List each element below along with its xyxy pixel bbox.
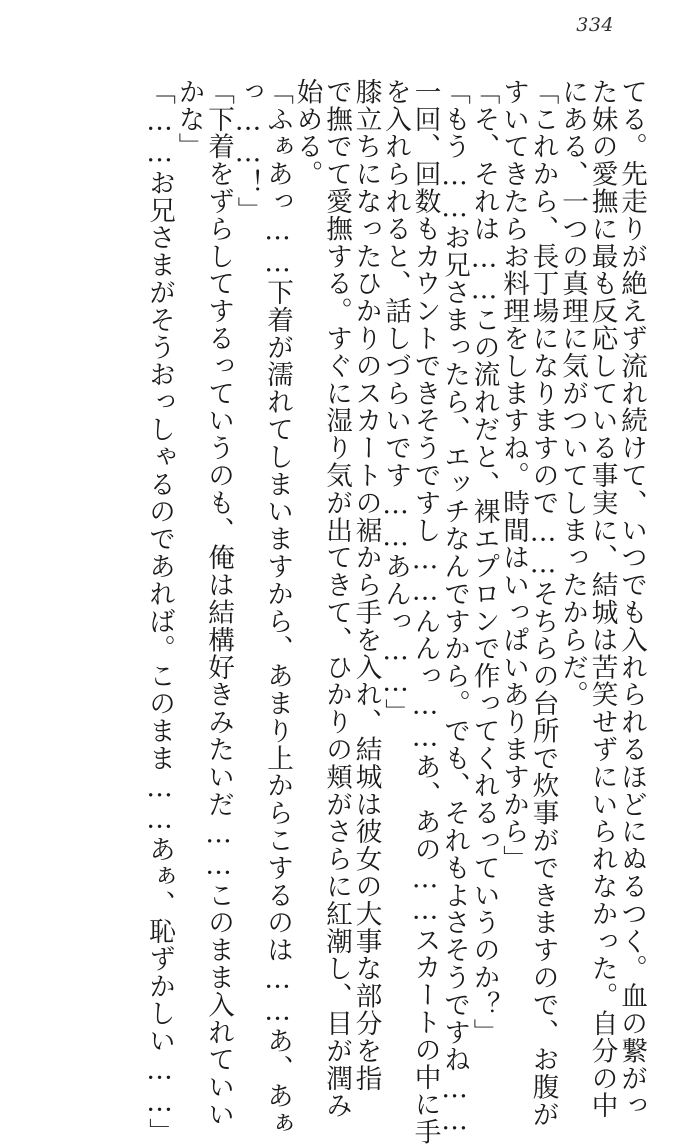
text-line: にある、一つの真理に気がついてしまったからだ。 (557, 78, 588, 709)
text-line: 一回、回数もカウントできそうですし……んんっ……あ、あの……スカートの中に手 (409, 78, 441, 1146)
vertical-text-body (30, 78, 647, 1146)
text-line: かな」 (173, 78, 205, 161)
text-line: 「そ、それは……この流れだと、裸エプロンで作ってくれるっていうのか？」 (468, 78, 500, 1046)
text-line: てる。先走りが絶えず流れ続けて、いつでも入れられるほどにぬるつく。血の繋がっ (616, 78, 647, 1120)
text-line: で撫でて愛撫する。すぐに湿り気が出てきて、ひかりの頬がさらに紅潮し、目が潤み (321, 78, 352, 1120)
text-line: た妹の愛撫に最も反応している事実に、結城は苦笑せずにいられなかった。自分の中 (586, 78, 618, 1120)
text-line: 「下着をずらしてするっていうのも、俺は結構好きみたいだ……このまま入れていい (203, 78, 234, 1128)
text-line: 「……お兄さまがそうおっしゃるのであれば。このまま……あぁ、恥ずかしい……」 (144, 78, 175, 1146)
page-number: 334 (576, 14, 614, 36)
text-line: っ……！」 (232, 78, 264, 224)
text-line: 「これから、長丁場になりますので……そちらの台所で炊事ができますので、お腹が (527, 78, 559, 1128)
text-line: 「ふぁあっ……下着が濡れてしまいますから、あまり上からこするのは……あ、あぁ (262, 78, 293, 1137)
text-line: 「もう……お兄さまったら、エッチなんですから。でも、それもよさそうですね…… (439, 78, 470, 1137)
text-line: 膝立ちになったひかりのスカートの裾から手を入れ、結城は彼女の大事な部分を指 (350, 78, 382, 1092)
text-line: を入れられると、話しづらいです……あんっ……」 (380, 78, 411, 726)
text-line: すいてきたらお料理をしますね。時間はいっぱいありますから」 (498, 78, 529, 873)
text-line: 始める。 (291, 78, 323, 188)
